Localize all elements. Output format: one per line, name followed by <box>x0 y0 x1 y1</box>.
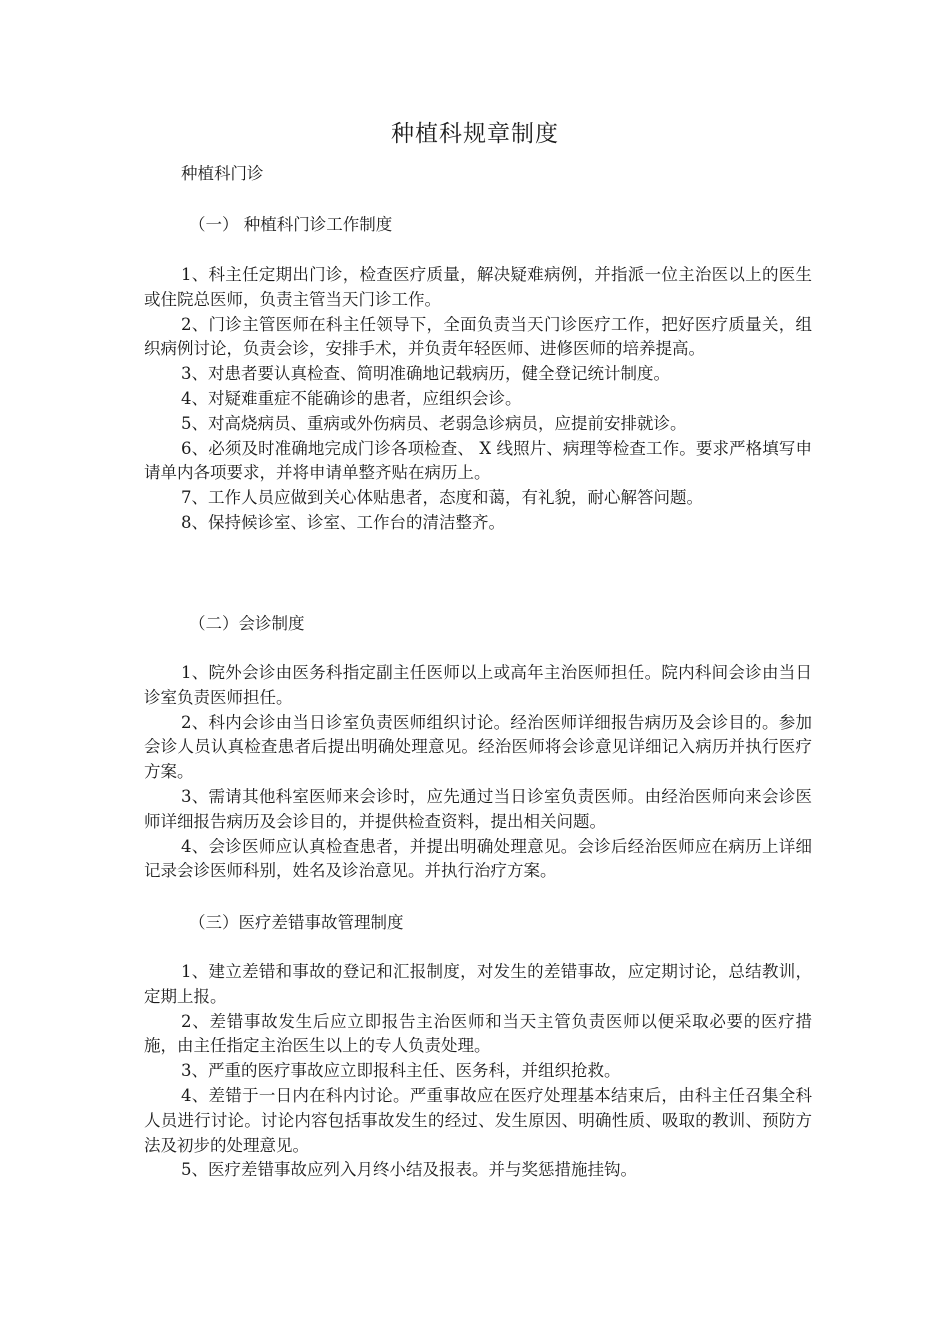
section-heading-medical-error: （三）医疗差错事故管理制度 <box>189 913 404 932</box>
list-item: 2、差错事故发生后应立即报告主治医师和当天主管负责医师以便采取必要的医疗措施，由主任指定主治医生以上的专人负责处理。 <box>144 1011 812 1056</box>
list-item: 5、医疗差错事故应列入月终小结及报表。并与奖惩措施挂钩。 <box>181 1160 637 1180</box>
list-item: 4、差错于一日内在科内讨论。严重事故应在医疗处理基本结束后，由科主任召集全科人员进行讨论。讨论内容包括事故发生的经过、发生原因、明确性质、吸取的教训、预防方法及初步的处理意见。 <box>144 1085 812 1155</box>
section-heading-consultation: （二）会诊制度 <box>189 614 305 633</box>
list-item: 1、院外会诊由医务科指定副主任医师以上或高年主治医师担任。院内科间会诊由当日诊室负责医师担任。 <box>144 663 812 707</box>
section-outpatient-rules <box>144 263 812 536</box>
list-item: 7、工作人员应做到关心体贴患者，态度和蔼，有礼貌，耐心解答问题。 <box>181 488 703 508</box>
list-item: 2、门诊主管医师在科主任领导下，全面负责当天门诊医疗工作，把好医疗质量关，组织病例讨论，负责会诊，安排手术，并负责年轻医师、进修医师的培养提高。 <box>144 314 812 359</box>
list-item: 1、建立差错和事故的登记和汇报制度，对发生的差错事故，应定期讨论，总结教训，定期上报。 <box>144 962 812 1006</box>
list-item: 3、严重的医疗事故应立即报科主任、医务科，并组织抢救。 <box>181 1061 621 1081</box>
document-subtitle: 种植科门诊 <box>181 164 264 183</box>
list-item: 5、对高烧病员、重病或外伤病员、老弱急诊病员，应提前安排就诊。 <box>181 413 687 433</box>
document-title: 种植科规章制度 <box>391 121 559 147</box>
list-item: 8、保持候诊室、诊室、工作台的清洁整齐。 <box>181 512 505 532</box>
list-item: 3、需请其他科室医师来会诊时，应先通过当日诊室负责医师。由经治医师向来会诊医师详细报告病历及会诊目的，并提供检查资料，提出相关问题。 <box>144 786 812 831</box>
list-item: 4、会诊医师应认真检查患者，并提出明确处理意见。会诊后经治医师应在病历上详细记录会诊医师科别，姓名及诊治意见。并执行治疗方案。 <box>144 836 812 881</box>
list-item: 1、科主任定期出门诊，检查医疗质量，解决疑难病例，并指派一位主治医以上的医生或住院总医师，负责主管当天门诊工作。 <box>144 265 812 309</box>
list-item: 2、科内会诊由当日诊室负责医师组织讨论。经治医师详细报告病历及会诊目的。参加会诊人员认真检查患者后提出明确处理意见。经治医师将会诊意见详细记入病历并执行医疗方案。 <box>144 712 812 782</box>
section-consultation-rules <box>144 661 812 884</box>
section-medical-error-rules <box>144 960 812 1183</box>
list-item: 3、对患者要认真检查、简明准确地记载病历，健全登记统计制度。 <box>181 364 670 384</box>
list-item: 6、必须及时准确地完成门诊各项检查、 X 线照片、病理等检查工作。要求严格填写申请单内各项要求，并将申请单整齐贴在病历上。 <box>144 438 812 483</box>
list-item: 4、对疑难重症不能确诊的患者，应组织会诊。 <box>181 388 522 408</box>
section-heading-outpatient: （一） 种植科门诊工作制度 <box>189 215 393 234</box>
